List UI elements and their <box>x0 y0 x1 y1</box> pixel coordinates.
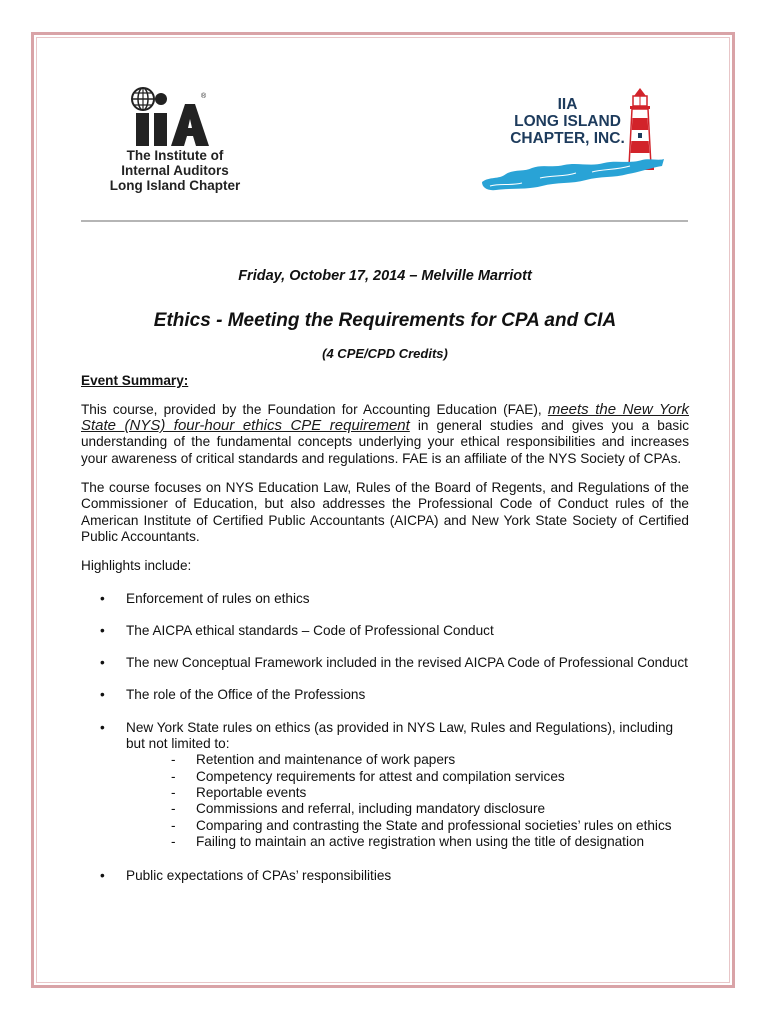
summary-text: in general studies and gives you a basic understanding of the fundamental concepts underlying your ethical responsibilities and increases your awareness of critical standards and regulations. FAE is an affiliate of the NYS Society of CPAs. <box>81 418 690 466</box>
iia-globe-logo-icon <box>129 86 209 148</box>
iia-logo-caption <box>95 148 255 193</box>
list-item-text: The role of the Office of the Professions <box>126 687 366 703</box>
chapter-logo-line: LONG ISLAND <box>514 113 621 130</box>
registered-mark: ® <box>201 93 207 100</box>
list-item-text: The new Conceptual Framework included in the revised AICPA Code of Professional Conduct <box>126 655 688 671</box>
list-item <box>81 720 689 850</box>
chapter-logo-text <box>500 96 635 147</box>
sub-list-item: - Retention and maintenance of work papers <box>81 752 689 768</box>
list-item <box>81 655 689 671</box>
sub-list-item: - Commissions and referral, including mandatory disclosure <box>81 801 689 817</box>
list-item-text: Public expectations of CPAs’ responsibilities <box>126 868 392 884</box>
li-chapter-logo <box>480 86 665 196</box>
sub-list-item: - Comparing and contrasting the State and professional societies’ rules on ethics <box>81 818 689 834</box>
list-item <box>81 868 689 884</box>
nys-requirement-link[interactable]: meets the New York State (NYS) four-hour ethics CPE requirement <box>81 400 689 435</box>
sub-list-item: - Competency requirements for attest and compilation services <box>81 769 689 785</box>
header-divider <box>81 220 688 222</box>
iia-caption-line: Long Island Chapter <box>109 178 241 193</box>
event-summary-heading: Event Summary: <box>81 372 189 388</box>
list-item <box>81 591 689 607</box>
event-title: Ethics - Meeting the Requirements for CPA and CIA <box>153 310 617 332</box>
iia-caption-line: Internal Auditors <box>121 163 229 178</box>
sub-list <box>81 752 689 850</box>
iia-caption-line: The Institute of <box>126 148 224 163</box>
summary-text: This course, provided by the Foundation for Accounting Education (FAE), <box>81 401 548 417</box>
sub-list-item: - Reportable events <box>81 785 689 801</box>
chapter-logo-line: CHAPTER, INC. <box>510 130 625 147</box>
iia-logo <box>95 86 255 196</box>
list-item-text: The AICPA ethical standards – Code of Professional Conduct <box>126 622 494 638</box>
long-island-map-icon <box>480 156 665 194</box>
list-item <box>81 687 689 703</box>
chapter-logo-line: IIA <box>557 96 578 113</box>
summary-paragraph-2: The course focuses on NYS Education Law, Rules of the Board of Regents, and Regulations of the Commissioner of Education, but also addresses the Professional Code of Conduct rules of the American Institute of Certified Public Accountants (AICPA) and New York State Society of Certified Public Accountants. <box>81 480 689 544</box>
highlights-list <box>81 591 689 885</box>
sub-list-item: - Failing to maintain an active registration when using the title of designation <box>81 834 689 850</box>
list-item <box>81 623 689 639</box>
event-date-line: Friday, October 17, 2014 – Melville Marriott <box>238 268 532 284</box>
list-item-text: Enforcement of rules on ethics <box>126 590 310 606</box>
summary-paragraph-1 <box>81 402 689 467</box>
event-credits: (4 CPE/CPD Credits) <box>322 346 448 362</box>
document-body <box>81 268 689 900</box>
list-item-text: New York State rules on ethics (as provided in NYS Law, Rules and Regulations), including but not limited to: <box>126 719 674 752</box>
highlights-intro: Highlights include: <box>81 558 192 574</box>
